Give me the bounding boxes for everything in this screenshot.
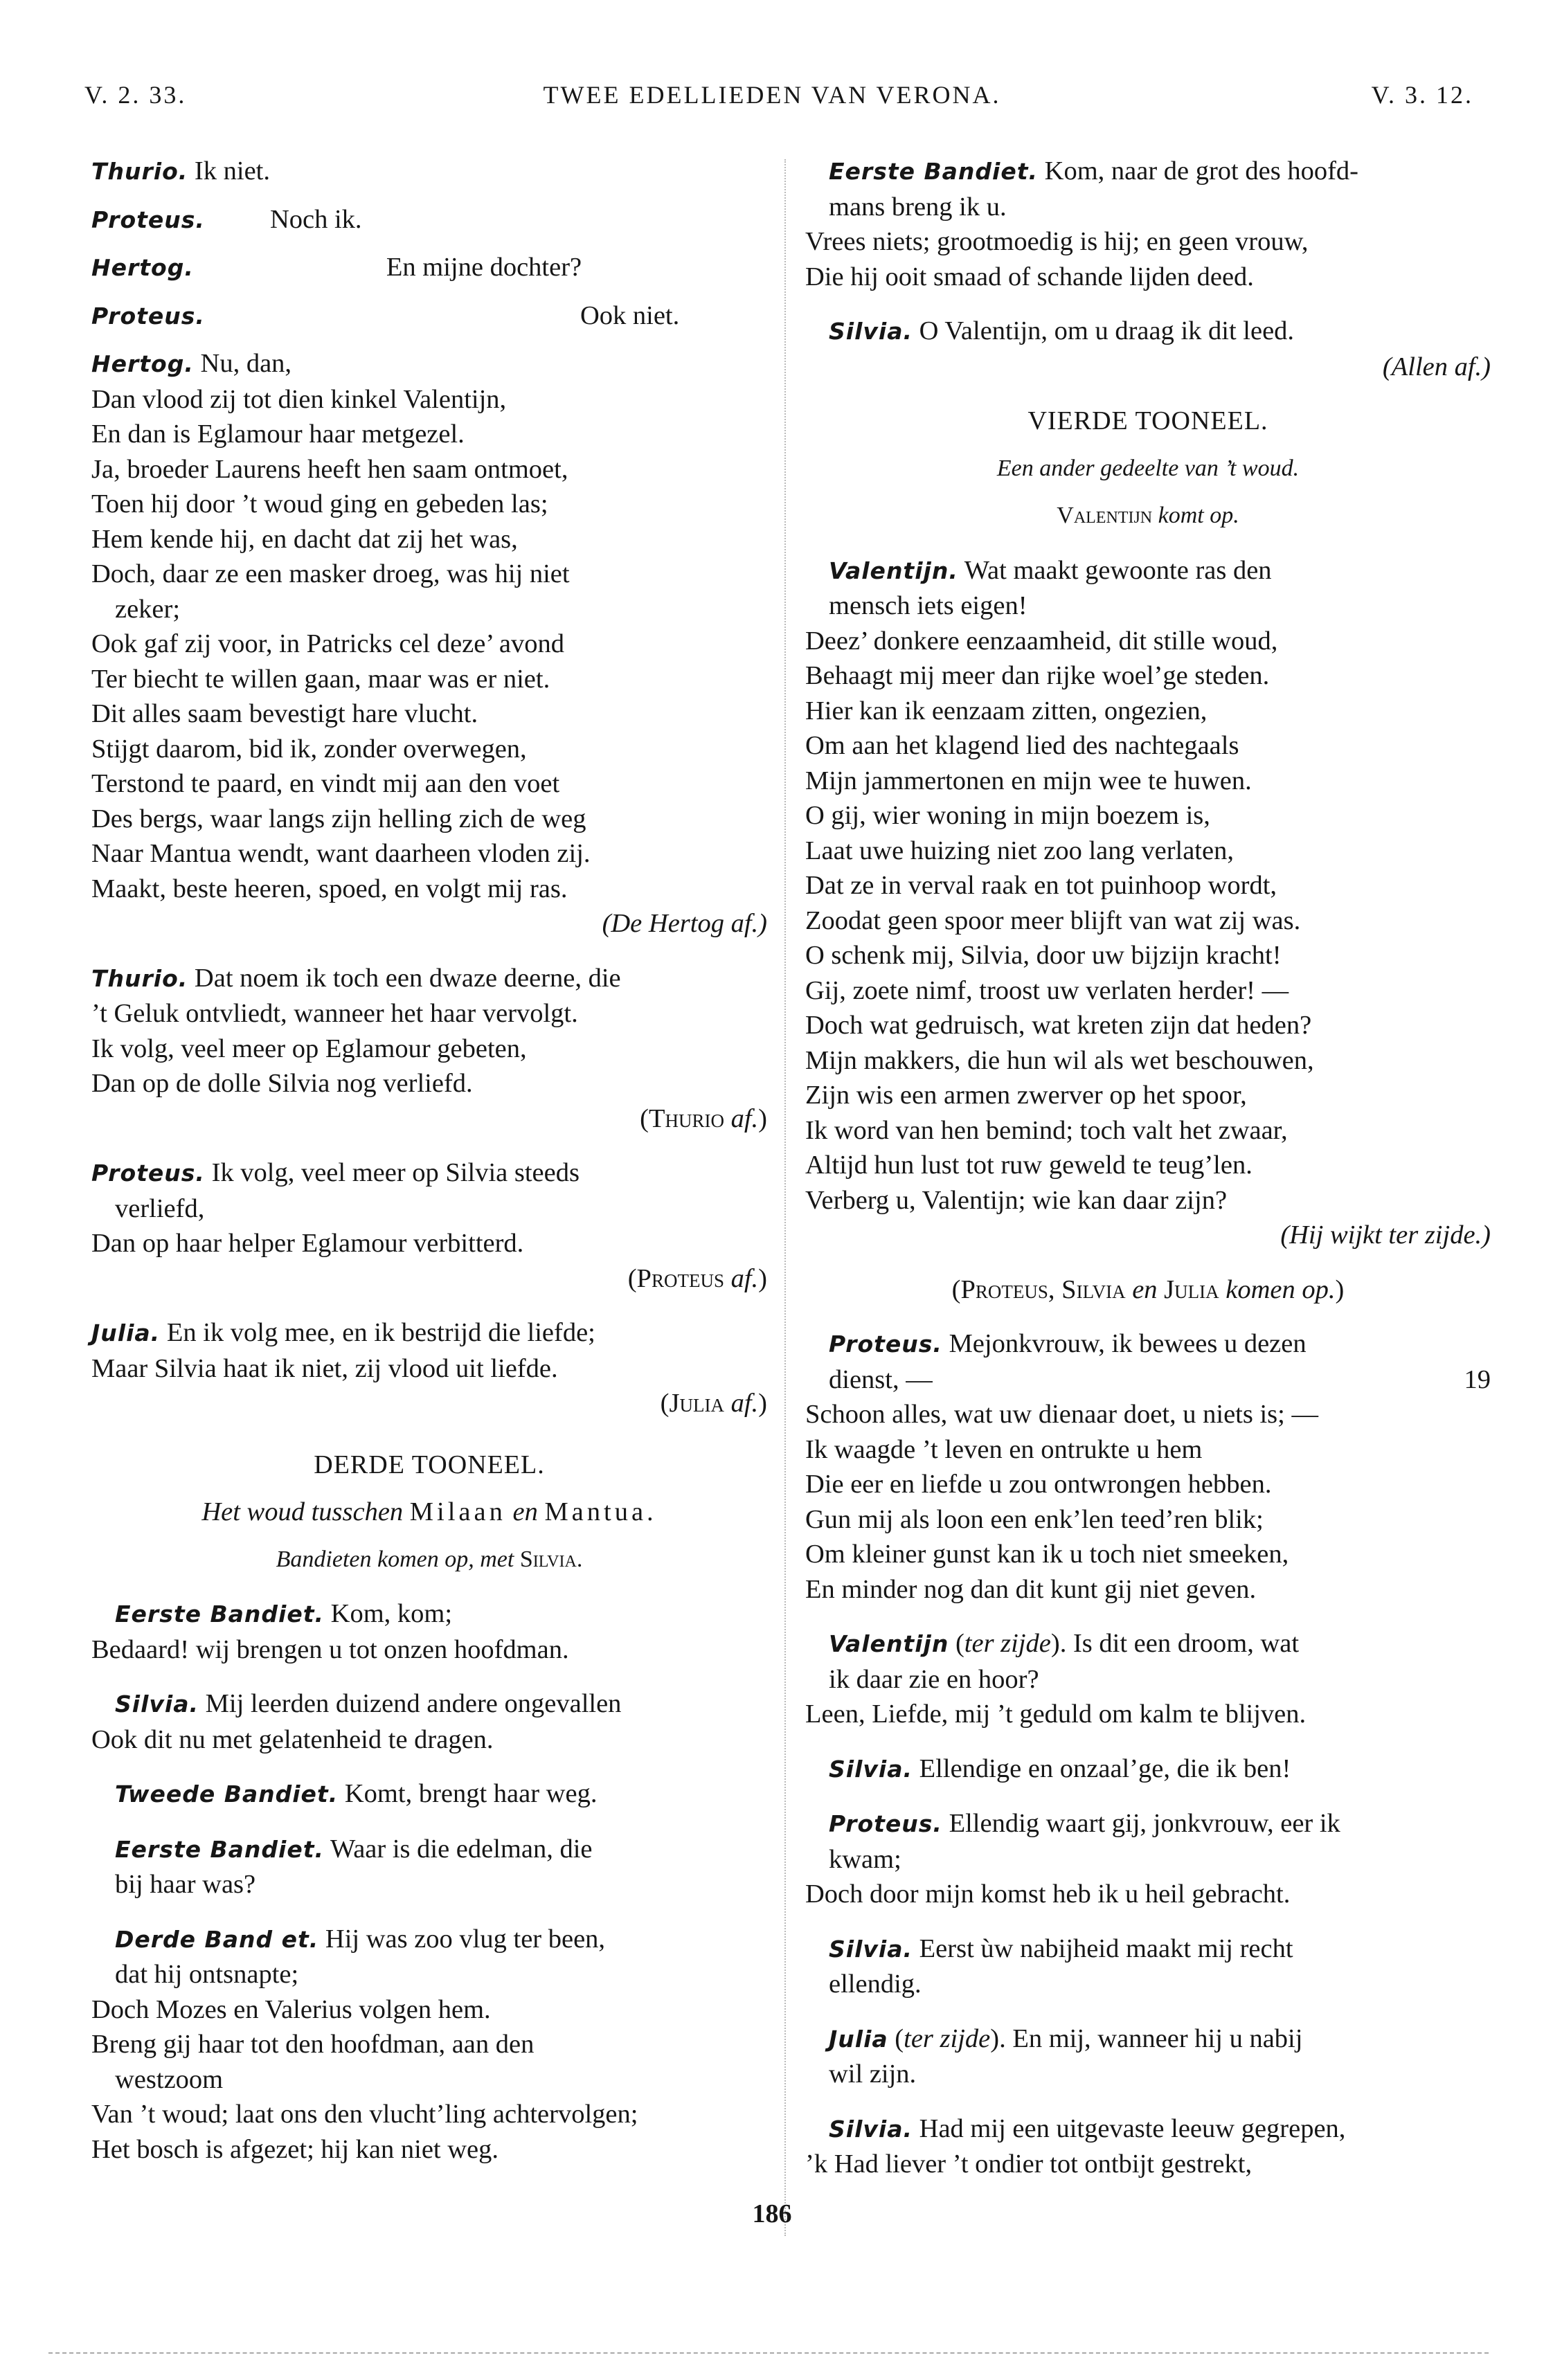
exit-word: af. xyxy=(730,1389,759,1418)
verse-line: Mijn makkers, die hun wil als wet beschouwen, xyxy=(805,1045,1314,1075)
line-text: Ik niet. xyxy=(188,156,270,186)
scene-location: Een ander gedeelte van ’t woud. xyxy=(996,455,1300,481)
verse-line: Dit alles saam bevestigt hare vlucht. xyxy=(91,699,478,728)
speech-line xyxy=(91,1922,767,1958)
stage-direction: (Hij wijkt ter zijde.) xyxy=(1280,1220,1491,1250)
verse-line: Ook dit nu met gelatenheid te dragen. xyxy=(91,1724,494,1754)
line-text: Ook niet. xyxy=(580,300,680,330)
aside-text: ter zijde xyxy=(904,2023,991,2053)
left-column xyxy=(91,154,767,2167)
line-text: Kom, naar de grot des hoofd- xyxy=(1038,156,1358,186)
speaker: Silvia. xyxy=(829,318,913,345)
verse-line: Leen, Liefde, mij ’t geduld om kalm te blijven. xyxy=(805,1700,1307,1729)
speech-line xyxy=(91,298,767,334)
verse-line: Maakt, beste heeren, spoed, en volgt mij ras. xyxy=(91,874,568,903)
speaker: Tweede Bandiet. xyxy=(115,1781,339,1807)
speech-line xyxy=(91,1596,767,1632)
location-text: en xyxy=(505,1497,545,1526)
speech-line xyxy=(91,154,767,190)
speech-line xyxy=(91,961,767,997)
line-text: Hij was zoo vlug ter been, xyxy=(318,1924,606,1954)
line-text: Wat maakt gewoonte ras den xyxy=(958,555,1272,585)
verse-line: Mijn jammertonen en mijn wee te huwen. xyxy=(805,766,1252,795)
verse-line: Dat ze in verval raak en tot puinhoop wordt, xyxy=(805,871,1277,900)
line-text: Mejonkvrouw, ik bewees u dezen xyxy=(942,1329,1307,1358)
stage-direction xyxy=(91,1542,767,1578)
verse-line: ’t Geluk ontvliedt, wanneer het haar vervolgt. xyxy=(91,999,578,1028)
header-left-reference: V. 2. 33. xyxy=(84,81,187,109)
verse-line: wil zijn. xyxy=(829,2059,917,2089)
verse-line: Altijd hun lust tot ruw geweld te teug’len. xyxy=(805,1151,1253,1180)
stage-direction: (Proteus af.) xyxy=(627,1263,767,1293)
exit-name: Proteus xyxy=(636,1263,724,1293)
verse-line: O gij, wier woning in mijn boezem is, xyxy=(805,801,1210,830)
line-text: Ellendige en onzaal’ge, die ik ben! xyxy=(913,1754,1291,1783)
page-number: 186 xyxy=(752,2199,792,2228)
stage-text: komen op. xyxy=(1226,1274,1336,1304)
verse-line: westzoom xyxy=(115,2064,224,2094)
header-right-reference: V. 3. 12. xyxy=(1371,81,1473,109)
speaker: Hertog. xyxy=(91,350,194,377)
speaker: Silvia. xyxy=(115,1691,199,1718)
line-text: En mijne dochter? xyxy=(386,253,582,282)
verse-line: O schenk mij, Silvia, door uw bijzijn kracht! xyxy=(805,941,1282,970)
speech-line xyxy=(805,314,1491,350)
verse-line: Die hij ooit smaad of schande lijden deed. xyxy=(805,262,1254,291)
speaker: Eerste Bandiet. xyxy=(115,1835,325,1863)
line-text: Had mij een uitgevaste leeuw gegrepen, xyxy=(913,2113,1346,2143)
stage-text: en xyxy=(1132,1274,1158,1304)
line-text: Nu, dan, xyxy=(193,349,292,378)
speaker: Silvia. xyxy=(829,1935,913,1963)
speech-line xyxy=(805,1751,1491,1787)
speaker: Eerste Bandiet. xyxy=(115,1601,325,1628)
column-divider xyxy=(784,159,786,2236)
speech-line: Julia (ter zijde). En mij, wanneer hij u nabij xyxy=(829,2023,1303,2053)
right-column xyxy=(805,154,1491,2182)
verse-line: Schoon alles, wat uw dienaar doet, u niets is; — xyxy=(805,1400,1318,1429)
verse-line: ellendig. xyxy=(829,1969,922,1999)
line-text: . En mij, wanneer hij u nabij xyxy=(999,2023,1303,2053)
speech-line xyxy=(805,553,1491,589)
speech-line xyxy=(805,154,1491,190)
running-header xyxy=(0,80,1544,122)
speech-line xyxy=(91,1832,767,1868)
location-place: Mantua. xyxy=(544,1497,657,1526)
verse-line: En dan is Eglamour haar metgezel. xyxy=(91,420,465,449)
verse-line: Ik volg, veel meer op Eglamour gebeten, xyxy=(91,1034,527,1063)
verse-line: zeker; xyxy=(115,594,181,624)
speaker: Thurio. xyxy=(91,964,188,992)
stage-direction: (De Hertog af.) xyxy=(602,909,767,938)
speech-line xyxy=(91,1776,767,1812)
scene-heading: VIERDE TOONEEL. xyxy=(1027,406,1268,435)
stage-direction: (Allen af.) xyxy=(1382,352,1491,381)
verse-line: Hem kende hij, en dacht dat zij het was, xyxy=(91,524,518,554)
verse-line: Om kleiner gunst kan ik u toch niet smeeken, xyxy=(805,1540,1289,1569)
line-text: Noch ik. xyxy=(269,204,362,234)
speaker: Valentijn. xyxy=(829,557,958,584)
stage-direction: (Thurio af.) xyxy=(640,1103,767,1133)
speech-line xyxy=(805,1931,1491,1967)
stage-text: komt op. xyxy=(1152,503,1239,528)
verse-line: Doch wat gedruisch, wat kreten zijn dat heden? xyxy=(805,1011,1312,1040)
exit-name: Julia xyxy=(669,1389,724,1418)
verse-line: En minder nog dan dit kunt gij niet geven. xyxy=(805,1574,1257,1604)
verse-line: Die eer en liefde u zou ontwrongen hebben. xyxy=(805,1470,1272,1499)
speaker: Silvia. xyxy=(829,1755,913,1783)
line-text: Komt, brengt haar weg. xyxy=(338,1779,598,1808)
stage-name: Proteus xyxy=(960,1274,1048,1304)
verse-line: Dan op haar helper Eglamour verbitterd. xyxy=(91,1229,524,1258)
stage-name: Valentijn xyxy=(1057,503,1153,528)
speaker: Proteus. xyxy=(829,1810,942,1837)
verse-line: Vrees niets; grootmoedig is hij; en geen vrouw, xyxy=(805,227,1309,256)
verse-line: Terstond te paard, en vindt mij aan den voet xyxy=(91,769,560,798)
speaker: Silvia. xyxy=(829,2115,913,2143)
verse-line: Ook gaf zij voor, in Patricks cel deze’ avond xyxy=(91,629,565,658)
speech-line xyxy=(91,1315,767,1351)
line-text: Eerst ùw nabijheid maakt mij recht xyxy=(913,1933,1293,1963)
speaker: Proteus. xyxy=(91,206,205,233)
verse-line: Hier kan ik eenzaam zitten, ongezien, xyxy=(805,696,1208,725)
verse-line: mensch iets eigen! xyxy=(829,591,1027,620)
speaker: Valentijn xyxy=(829,1630,949,1657)
verse-line: Gun mij als loon een enk’len teed’ren blik; xyxy=(805,1504,1264,1534)
line-text: Mij leerden duizend andere ongevallen xyxy=(199,1689,622,1718)
scene-location xyxy=(91,1495,767,1530)
stage-name: Julia xyxy=(1164,1274,1219,1304)
verse-line: kwam; xyxy=(829,1844,901,1874)
speaker: Proteus. xyxy=(829,1331,942,1358)
verse-line: Zijn wis een armen zwerver op het spoor, xyxy=(805,1081,1247,1110)
verse-line: Doch Mozes en Valerius volgen hem. xyxy=(91,1994,491,2024)
verse-line: bij haar was? xyxy=(115,1870,256,1899)
line-text: O Valentijn, om u draag ik dit leed. xyxy=(913,316,1295,345)
verse-line: Laat uwe huizing niet zoo lang verlaten, xyxy=(805,836,1234,865)
verse-line: mans breng ik u. xyxy=(829,192,1007,222)
speaker: Eerste Bandiet. xyxy=(829,158,1039,185)
verse-line: verliefd, xyxy=(115,1193,205,1223)
exit-name: Thurio xyxy=(648,1103,724,1133)
header-title: TWEE EDELLIEDEN VAN VERONA. xyxy=(543,81,1001,109)
location-text: Het woud tusschen xyxy=(201,1497,410,1526)
verse-line: ik daar zie en hoor? xyxy=(829,1664,1039,1694)
verse-line: Maar Silvia haat ik niet, zij vlood uit liefde. xyxy=(91,1353,558,1383)
verse-line: Doch door mijn komst heb ik u heil gebracht. xyxy=(805,1879,1291,1909)
speaker: Thurio. xyxy=(91,158,188,185)
speech-line xyxy=(91,202,767,238)
verse-line: Ter biecht te willen gaan, maar was er niet. xyxy=(91,664,550,694)
speech-line xyxy=(91,1155,767,1191)
verse-line: Verberg u, Valentijn; wie kan daar zijn? xyxy=(805,1185,1228,1215)
speech-line xyxy=(91,346,767,382)
speech-line xyxy=(805,2111,1491,2147)
speech-line xyxy=(91,1686,767,1722)
verse-line: Behaagt mij meer dan rijke woel’ge steden. xyxy=(805,661,1270,690)
stage-name: Silvia. xyxy=(519,1546,583,1572)
verse-line: Dan vlood zij tot dien kinkel Valentijn, xyxy=(91,384,507,414)
line-text: . Is dit een droom, wat xyxy=(1059,1629,1300,1658)
stage-direction: (Julia af.) xyxy=(660,1389,767,1418)
verse-line: Deez’ donkere eenzaamheid, dit stille woud, xyxy=(805,626,1278,656)
line-text: dienst, — xyxy=(829,1364,933,1394)
aside-text: ter zijde xyxy=(964,1629,1051,1658)
verse-line: dat hij ontsnapte; xyxy=(115,1960,299,1989)
line-text: Ik volg, veel meer op Silvia steeds xyxy=(204,1158,580,1187)
verse-line: Zoodat geen spoor meer blijft van wat zij was. xyxy=(805,905,1301,935)
verse-line: Om aan het klagend lied des nachtegaals xyxy=(805,731,1239,760)
speaker: Derde Band et. xyxy=(115,1925,319,1953)
exit-word: af. xyxy=(730,1263,759,1293)
line-text: Kom, kom; xyxy=(324,1599,453,1628)
verse-line: Stijgt daarom, bid ik, zonder overwegen, xyxy=(91,734,527,764)
verse-line: Het bosch is afgezet; hij kan niet weg. xyxy=(91,2134,499,2164)
verse-line: Bedaard! wij brengen u tot onzen hoofdman. xyxy=(91,1634,569,1664)
verse-line: ’k Had liever ’t ondier tot ontbijt gestrekt, xyxy=(805,2149,1253,2179)
bottom-rule xyxy=(48,2352,1489,2354)
verse-line: Ik waagde ’t leven en ontrukte u hem xyxy=(805,1434,1203,1464)
verse-line: Ik word van hen bemind; toch valt het zwaar, xyxy=(805,1115,1288,1145)
speaker: Proteus. xyxy=(91,1160,205,1187)
stage-name: Silvia xyxy=(1061,1274,1126,1304)
stage-direction: (Proteus, Silvia en Julia komen op.) xyxy=(951,1274,1345,1304)
speaker: Julia. xyxy=(91,1319,161,1346)
speaker: Julia xyxy=(829,2025,888,2053)
line-number: 19 xyxy=(1464,1364,1491,1394)
verse-line: Toen hij door ’t woud ging en gebeden las; xyxy=(91,489,548,519)
verse-line: Dan op de dolle Silvia nog verliefd. xyxy=(91,1069,473,1098)
stage-text: Bandieten komen op, met xyxy=(276,1546,520,1572)
scene-heading: DERDE TOONEEL. xyxy=(314,1450,545,1479)
speech-line: Valentijn (ter zijde). Is dit een droom, wat xyxy=(829,1629,1300,1658)
location-place: Milaan xyxy=(409,1497,506,1526)
speaker: Proteus. xyxy=(91,302,205,330)
line-text: Waar is die edelman, die xyxy=(324,1834,593,1864)
stage-direction xyxy=(805,498,1491,534)
verse-line: Doch, daar ze een masker droeg, was hij niet xyxy=(91,559,570,588)
line-text: Dat noem ik toch een dwaze deerne, die xyxy=(188,963,621,993)
line-text: En ik volg mee, en ik bestrijd die liefde; xyxy=(160,1318,595,1347)
verse-line: Ja, broeder Laurens heeft hen saam ontmoet, xyxy=(91,454,568,484)
verse-line: Gij, zoete nimf, troost uw verlaten herder! — xyxy=(805,975,1289,1005)
speaker: Hertog. xyxy=(91,254,194,281)
verse-line: Naar Mantua wendt, want daarheen vloden zij. xyxy=(91,839,591,868)
verse-line: Des bergs, waar langs zijn helling zich de weg xyxy=(91,804,586,833)
line-text: Ellendig waart gij, jonkvrouw, eer ik xyxy=(942,1809,1340,1838)
verse-line xyxy=(805,1362,1491,1398)
speech-line xyxy=(805,1806,1491,1842)
exit-word: af. xyxy=(730,1103,759,1133)
speech-line xyxy=(91,250,767,286)
verse-line: Van ’t woud; laat ons den vlucht’ling achtervolgen; xyxy=(91,2100,638,2129)
speech-line xyxy=(805,1326,1491,1362)
verse-line: Breng gij haar tot den hoofdman, aan den xyxy=(91,2030,535,2059)
